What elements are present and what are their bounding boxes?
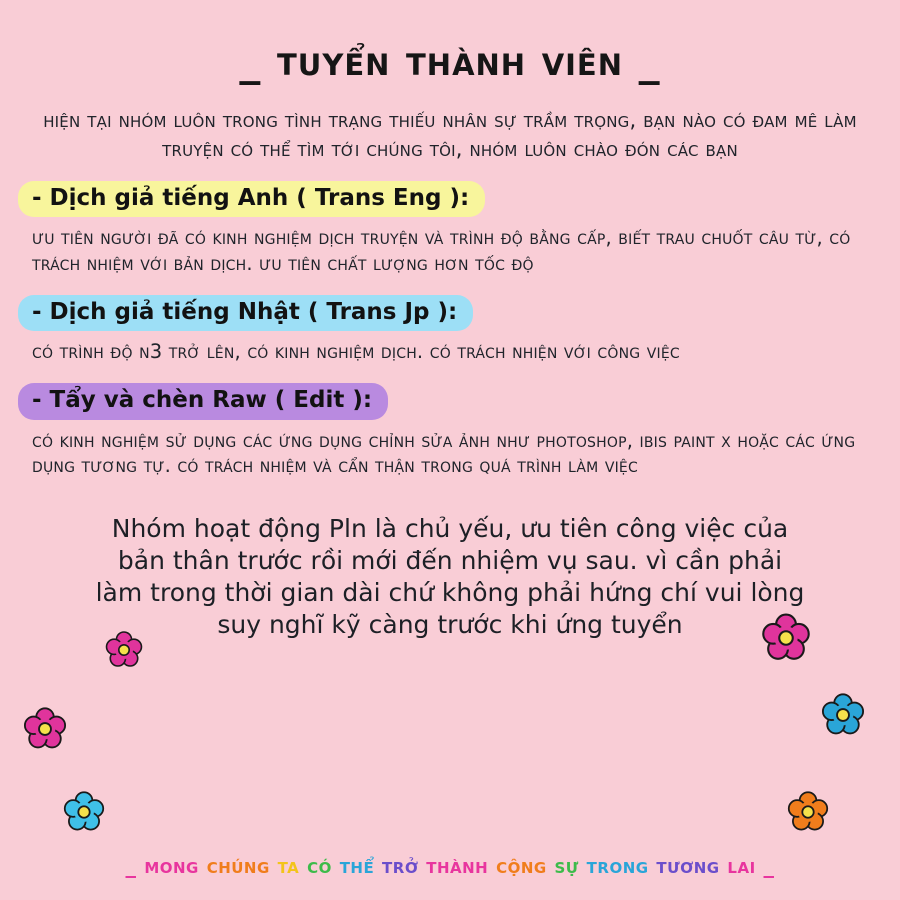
footer-word: tương — [656, 854, 728, 878]
closing-note: Nhóm hoạt động Pln là chủ yếu, ưu tiên công việc của bản thân trước rồi mới đến nhiệm vụ sau. vì cần phải làm trong thời gian dài chứ không phải hứng chí vui lòng suy nghĩ kỹ càng trước khi ứng tuyển — [95, 514, 805, 640]
footer-word: trở — [382, 854, 427, 878]
flower-pink-far-left-icon — [22, 706, 68, 752]
footer-word: thể — [339, 854, 383, 878]
footer-rainbow-text — [0, 854, 900, 878]
section-trans-jp — [0, 295, 900, 365]
section-edit — [0, 383, 900, 479]
footer-word: _ — [125, 854, 145, 878]
footer-word: mong — [144, 854, 207, 878]
section-body-trans-jp: có trình độ n3 trở lên, có kinh nghiệm dịch. có trách nhiện với công việc — [32, 340, 680, 364]
flower-magenta-right-icon — [760, 612, 812, 664]
footer-word: có — [307, 854, 340, 878]
section-heading-trans-eng: - Dịch giả tiếng Anh ( Trans Eng ): — [18, 181, 485, 217]
footer-word: trong — [586, 854, 657, 878]
flower-cyan-left-icon — [62, 790, 106, 834]
footer-word: lai — [727, 854, 764, 878]
section-heading-trans-jp: - Dịch giả tiếng Nhật ( Trans Jp ): — [18, 295, 473, 331]
section-heading-edit: - Tẩy và chèn Raw ( Edit ): — [18, 383, 388, 419]
footer-word: cộng — [496, 854, 555, 878]
footer-word: ta — [277, 854, 308, 878]
section-body-edit: có kinh nghiệm sử dụng các ứng dụng chỉnh sửa ảnh như photoshop, ibis paint x hoặc các ứng dụng tương tự. có trách nhiệm và cẩn thận trong quá trình làm việc — [32, 428, 856, 478]
footer-word: chúng — [206, 854, 278, 878]
intro-paragraph: hiện tại nhóm luôn trong tình trạng thiếu nhân sự trầm trọng, bạn nào có đam mê làm truyện có thể tìm tới chúng tôi, nhóm luôn chào đón các bạn — [43, 108, 857, 161]
flower-orange-right-icon — [786, 790, 830, 834]
footer-word: thành — [426, 854, 497, 878]
footer-word: _ — [763, 854, 775, 878]
flower-pink-left-icon — [104, 630, 144, 670]
section-trans-eng — [0, 181, 900, 277]
section-body-trans-eng: ưu tiên người đã có kinh nghiệm dịch truyện và trình độ bằng cấp, biết trau chuốt câu từ, có trách nhiệm với bản dịch. ưu tiên chất lượng hơn tốc độ — [32, 226, 851, 276]
footer-word: sự — [554, 854, 587, 878]
page-title: _ tuyển thành viên _ — [239, 36, 661, 85]
flower-blue-right-icon — [820, 692, 866, 738]
